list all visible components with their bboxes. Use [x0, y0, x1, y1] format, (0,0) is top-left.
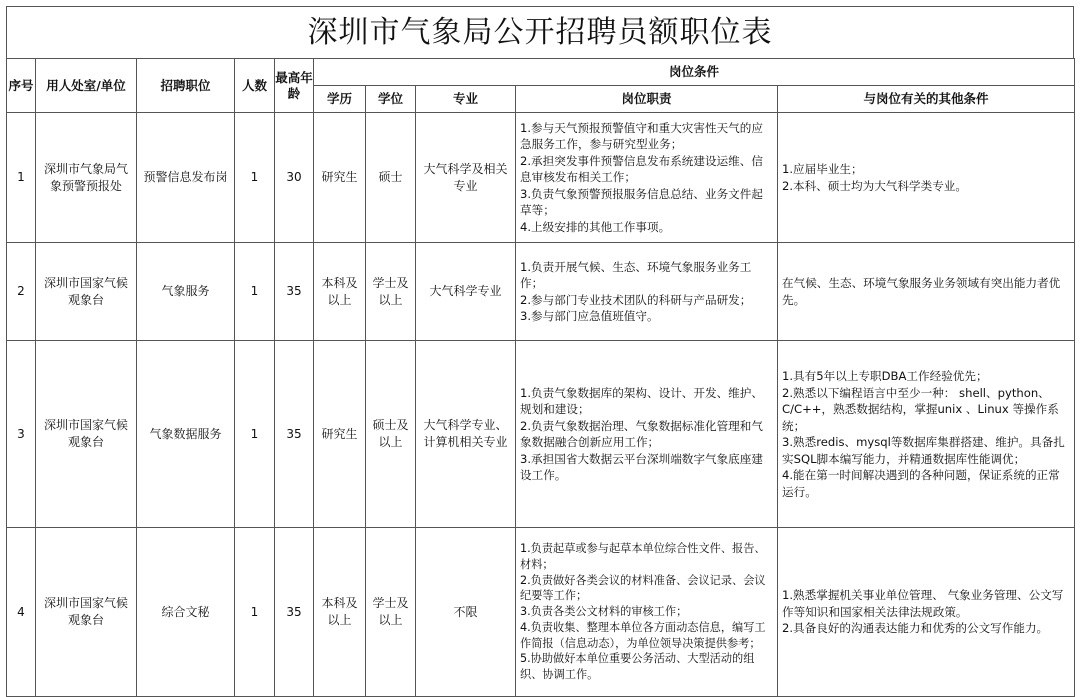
- row-education: 研究生: [314, 113, 366, 243]
- row-education: 本科及以上: [314, 528, 366, 697]
- row-count: 1: [235, 113, 275, 243]
- page-title: 深圳市气象局公开招聘员额职位表: [6, 6, 1074, 58]
- header-major: 专业: [416, 86, 516, 113]
- row-max-age: 30: [275, 113, 314, 243]
- duty-line: 2.承担突发事件预警信息发布系统建设运维、信息审核发布相关工作；: [520, 153, 763, 185]
- header-degree: 学位: [366, 86, 416, 113]
- row-count: 1: [235, 528, 275, 697]
- row-unit: 深圳市国家气候观象台: [36, 341, 137, 528]
- table-row: [7, 341, 1075, 528]
- row-other: [778, 243, 1075, 341]
- duty-line: 3.负责气象预警预报服务信息总结、业务文件起草等；: [520, 186, 763, 218]
- duty-line: 2.负责气象数据治理、气象数据标准化管理和气象数据融合创新应用工作；: [520, 418, 763, 449]
- row-unit: 深圳市气象局气象预警预报处: [36, 113, 137, 243]
- row-education: 本科及以上: [314, 243, 366, 341]
- other-line: 2.本科、硕士均为大气科学类专业。: [782, 178, 967, 193]
- row-position: 预警信息发布岗: [137, 113, 235, 243]
- row-count: 1: [235, 341, 275, 528]
- header-unit: 用人处室/单位: [36, 59, 137, 113]
- duty-line: 1.负责开展气候、生态、环境气象服务业务工作；: [520, 259, 752, 290]
- other-line: 在气候、生态、环境气象服务业务领域有突出能力者优先。: [782, 276, 1061, 307]
- duty-line: 4.负责收集、整理本单位各方面动态信息，编写工作简报（信息动态），为单位领导决策提供参考；: [520, 620, 766, 650]
- row-duties: [516, 341, 778, 528]
- table-row: [7, 243, 1075, 341]
- row-duties: [516, 528, 778, 697]
- row-degree: 硕士及以上: [366, 341, 416, 528]
- other-line: 4.能在第一时间解决遇到的各种问题，保证系统的正常运行。: [782, 468, 1060, 499]
- row-other: [778, 341, 1075, 528]
- other-line: 3.熟悉redis、mysql等数据库集群搭建、维护。具备扎实SQL脚本编写能力，并精通数据库性能调优；: [782, 435, 1065, 466]
- table-row: [7, 113, 1075, 243]
- row-degree: 硕士: [366, 113, 416, 243]
- row-major: 大气科学专业、计算机相关专业: [416, 341, 516, 528]
- row-position: 气象数据服务: [137, 341, 235, 528]
- header-education: 学历: [314, 86, 366, 113]
- row-other: [778, 113, 1075, 243]
- row-max-age: 35: [275, 528, 314, 697]
- row-max-age: 35: [275, 341, 314, 528]
- other-line: 1.应届毕业生；: [782, 162, 863, 176]
- duty-line: 3.负责各类公文材料的审核工作；: [520, 605, 688, 619]
- header-count: 人数: [235, 59, 275, 113]
- row-major: 大气科学及相关专业: [416, 113, 516, 243]
- other-line: 1.具有5年以上专职DBA工作经验优先；: [782, 369, 988, 383]
- duty-line: 1.负责气象数据库的架构、设计、开发、维护、规划和建设；: [520, 385, 763, 416]
- duty-line: 2.负责做好各类会议的材料准备、会议记录、会议纪要等工作；: [520, 573, 766, 603]
- duty-line: 2.参与部门专业技术团队的科研与产品研发；: [520, 292, 752, 307]
- row-index: 3: [7, 341, 36, 528]
- header-index: 序号: [7, 59, 36, 113]
- row-duties: [516, 243, 778, 341]
- row-education: 研究生: [314, 341, 366, 528]
- row-position: 综合文秘: [137, 528, 235, 697]
- recruitment-table: [6, 58, 1075, 697]
- duty-line: 1.参与天气预报预警值守和重大灾害性天气的应急服务工作，参与研究型业务；: [520, 120, 763, 152]
- header-conditions: 岗位条件: [314, 59, 1075, 86]
- other-line: 2.具备良好的沟通表达能力和优秀的公文写作能力。: [782, 621, 1049, 636]
- row-count: 1: [235, 243, 275, 341]
- duty-line: 3.承担国省大数据云平台深圳端数字气象底座建设工作。: [520, 451, 763, 482]
- other-line: 1.熟悉掌握机关事业单位管理、 气象业务管理、公文写作等知识和国家相关法律法规政策。: [782, 588, 1064, 619]
- row-position: 气象服务: [137, 243, 235, 341]
- header-duties: 岗位职责: [516, 86, 778, 113]
- row-index: 1: [7, 113, 36, 243]
- row-degree: 学士及以上: [366, 528, 416, 697]
- row-index: 2: [7, 243, 36, 341]
- row-index: 4: [7, 528, 36, 697]
- header-max-age: 最高年龄: [275, 59, 314, 113]
- row-max-age: 35: [275, 243, 314, 341]
- recruitment-table-page: [6, 6, 1074, 692]
- duty-line: 1.负责起草或参与起草本单位综合性文件、报告、材料；: [520, 541, 766, 571]
- row-other: [778, 528, 1075, 697]
- duty-line: 3.参与部门应急值班值守。: [520, 309, 659, 323]
- other-line: 2.熟悉以下编程语言中至少一种： shell、python、C/C++，熟悉数据结构，掌握unix 、Linux 等操作系统；: [782, 385, 1059, 433]
- row-duties: [516, 113, 778, 243]
- header-position: 招聘职位: [137, 59, 235, 113]
- row-major: 大气科学专业: [416, 243, 516, 341]
- table-row: [7, 528, 1075, 697]
- row-unit: 深圳市国家气候观象台: [36, 243, 137, 341]
- row-unit: 深圳市国家气候观象台: [36, 528, 137, 697]
- row-major: 不限: [416, 528, 516, 697]
- header-other: 与岗位有关的其他条件: [778, 86, 1075, 113]
- duty-line: 5.协助做好本单位重要公务活动、大型活动的组织、协调工作。: [520, 652, 755, 682]
- row-degree: 学士及以上: [366, 243, 416, 341]
- duty-line: 4.上级安排的其他工作事项。: [520, 219, 671, 234]
